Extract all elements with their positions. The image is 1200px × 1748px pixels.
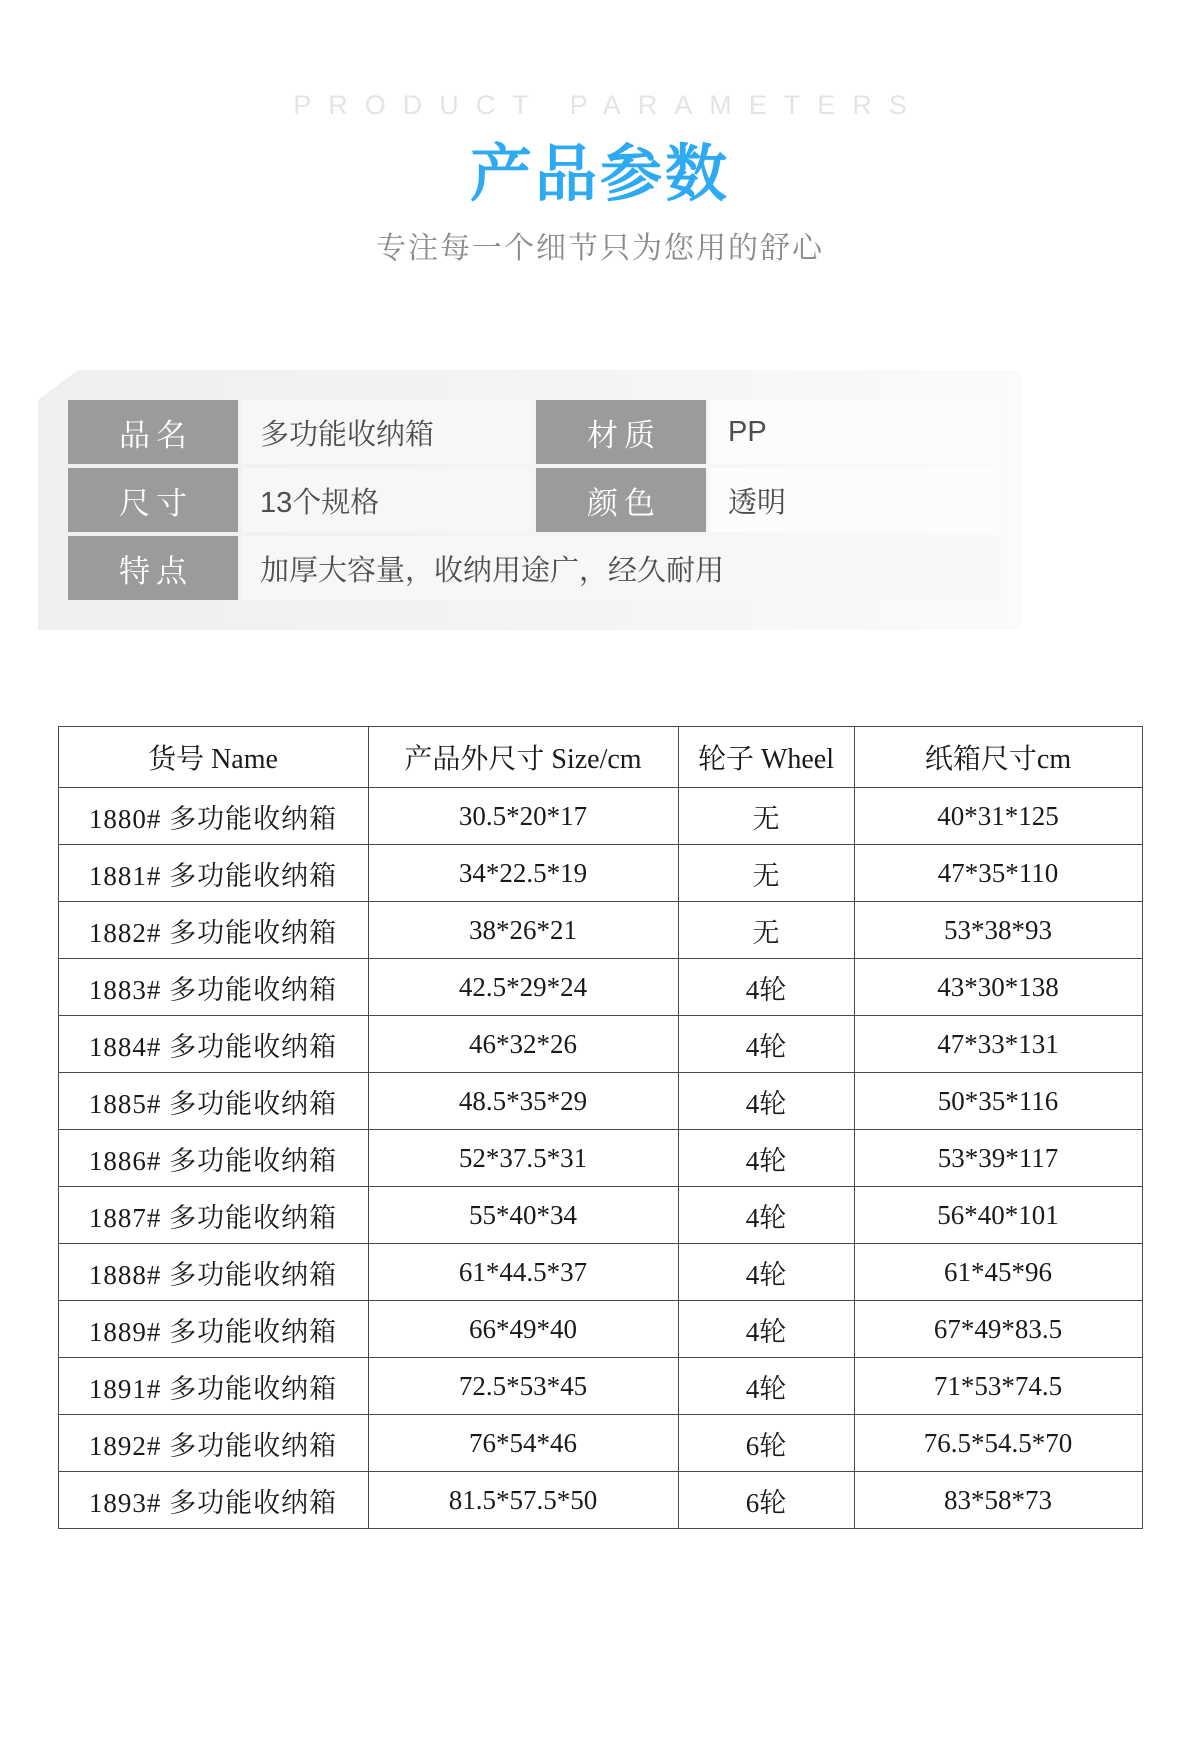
cell-wheel: 4轮 <box>678 1073 854 1130</box>
spec-panel <box>38 370 1021 630</box>
product-spec-table <box>58 726 1143 1529</box>
cell-product-size: 48.5*35*29 <box>368 1073 678 1130</box>
cell-carton-size: 53*39*117 <box>854 1130 1142 1187</box>
column-header-name: 货号 Name <box>58 727 368 788</box>
spec-row <box>68 468 1000 532</box>
cell-wheel: 4轮 <box>678 1358 854 1415</box>
table-header-row <box>58 727 1142 788</box>
spec-value-color: 透明 <box>710 468 1000 532</box>
cell-product-name: 1880# 多功能收纳箱 <box>58 788 368 845</box>
table-row <box>58 1301 1142 1358</box>
column-header-wheel: 轮子 Wheel <box>678 727 854 788</box>
spec-panel-wrapper <box>0 370 1200 630</box>
cell-product-size: 46*32*26 <box>368 1016 678 1073</box>
cell-product-name: 1881# 多功能收纳箱 <box>58 845 368 902</box>
cell-carton-size: 56*40*101 <box>854 1187 1142 1244</box>
spec-label-color: 颜色 <box>536 468 706 532</box>
cell-product-name: 1887# 多功能收纳箱 <box>58 1187 368 1244</box>
cell-product-size: 76*54*46 <box>368 1415 678 1472</box>
spec-list-wrapper <box>0 726 1200 1529</box>
spec-value-features: 加厚大容量，收纳用途广，经久耐用 <box>242 536 1000 600</box>
table-row <box>58 959 1142 1016</box>
spec-row <box>68 400 1000 464</box>
spec-value-product-name: 多功能收纳箱 <box>242 400 532 464</box>
cell-wheel: 4轮 <box>678 959 854 1016</box>
table-row <box>58 1130 1142 1187</box>
cell-carton-size: 76.5*54.5*70 <box>854 1415 1142 1472</box>
cell-product-name: 1883# 多功能收纳箱 <box>58 959 368 1016</box>
cell-product-name: 1884# 多功能收纳箱 <box>58 1016 368 1073</box>
cell-product-size: 34*22.5*19 <box>368 845 678 902</box>
spec-label-material: 材质 <box>536 400 706 464</box>
cell-product-name: 1891# 多功能收纳箱 <box>58 1358 368 1415</box>
cell-product-name: 1893# 多功能收纳箱 <box>58 1472 368 1529</box>
cell-wheel: 无 <box>678 845 854 902</box>
table-row <box>58 1187 1142 1244</box>
cell-product-name: 1885# 多功能收纳箱 <box>58 1073 368 1130</box>
cell-carton-size: 43*30*138 <box>854 959 1142 1016</box>
cell-carton-size: 47*35*110 <box>854 845 1142 902</box>
cell-product-size: 61*44.5*37 <box>368 1244 678 1301</box>
table-row <box>58 788 1142 845</box>
spec-label-size: 尺寸 <box>68 468 238 532</box>
cell-product-size: 72.5*53*45 <box>368 1358 678 1415</box>
cell-wheel: 4轮 <box>678 1301 854 1358</box>
table-row <box>58 1016 1142 1073</box>
cell-wheel: 无 <box>678 902 854 959</box>
page-title: 产品参数 <box>469 140 730 209</box>
cell-product-size: 30.5*20*17 <box>368 788 678 845</box>
spec-table <box>64 396 1004 604</box>
cell-product-size: 81.5*57.5*50 <box>368 1472 678 1529</box>
cell-carton-size: 50*35*116 <box>854 1073 1142 1130</box>
page-subtitle: 专注每一个细节只为您用的舒心 <box>376 232 824 266</box>
spec-label-features: 特点 <box>68 536 238 600</box>
spec-value-size: 13个规格 <box>242 468 532 532</box>
cell-wheel: 无 <box>678 788 854 845</box>
cell-carton-size: 40*31*125 <box>854 788 1142 845</box>
cell-carton-size: 71*53*74.5 <box>854 1358 1142 1415</box>
cell-carton-size: 83*58*73 <box>854 1472 1142 1529</box>
page-header <box>0 0 1200 267</box>
cell-carton-size: 53*38*93 <box>854 902 1142 959</box>
cell-carton-size: 67*49*83.5 <box>854 1301 1142 1358</box>
cell-product-size: 42.5*29*24 <box>368 959 678 1016</box>
cell-wheel: 4轮 <box>678 1130 854 1187</box>
table-row <box>58 1415 1142 1472</box>
table-row <box>58 1358 1142 1415</box>
cell-product-size: 55*40*34 <box>368 1187 678 1244</box>
spec-value-material: PP <box>710 400 1000 464</box>
cell-wheel: 6轮 <box>678 1415 854 1472</box>
column-header-carton: 纸箱尺寸cm <box>854 727 1142 788</box>
header-eyebrow: PRODUCT PARAMETERS <box>293 90 924 120</box>
cell-product-name: 1889# 多功能收纳箱 <box>58 1301 368 1358</box>
column-header-size: 产品外尺寸 Size/cm <box>368 727 678 788</box>
spec-label-product-name: 品名 <box>68 400 238 464</box>
cell-product-name: 1892# 多功能收纳箱 <box>58 1415 368 1472</box>
cell-wheel: 4轮 <box>678 1016 854 1073</box>
cell-carton-size: 47*33*131 <box>854 1016 1142 1073</box>
spec-row <box>68 536 1000 600</box>
cell-product-name: 1888# 多功能收纳箱 <box>58 1244 368 1301</box>
cell-product-size: 38*26*21 <box>368 902 678 959</box>
table-row <box>58 1472 1142 1529</box>
cell-product-size: 66*49*40 <box>368 1301 678 1358</box>
cell-carton-size: 61*45*96 <box>854 1244 1142 1301</box>
table-row <box>58 845 1142 902</box>
cell-product-name: 1886# 多功能收纳箱 <box>58 1130 368 1187</box>
cell-product-size: 52*37.5*31 <box>368 1130 678 1187</box>
table-row <box>58 1244 1142 1301</box>
table-row <box>58 902 1142 959</box>
cell-wheel: 4轮 <box>678 1187 854 1244</box>
cell-product-name: 1882# 多功能收纳箱 <box>58 902 368 959</box>
cell-wheel: 4轮 <box>678 1244 854 1301</box>
cell-wheel: 6轮 <box>678 1472 854 1529</box>
table-row <box>58 1073 1142 1130</box>
